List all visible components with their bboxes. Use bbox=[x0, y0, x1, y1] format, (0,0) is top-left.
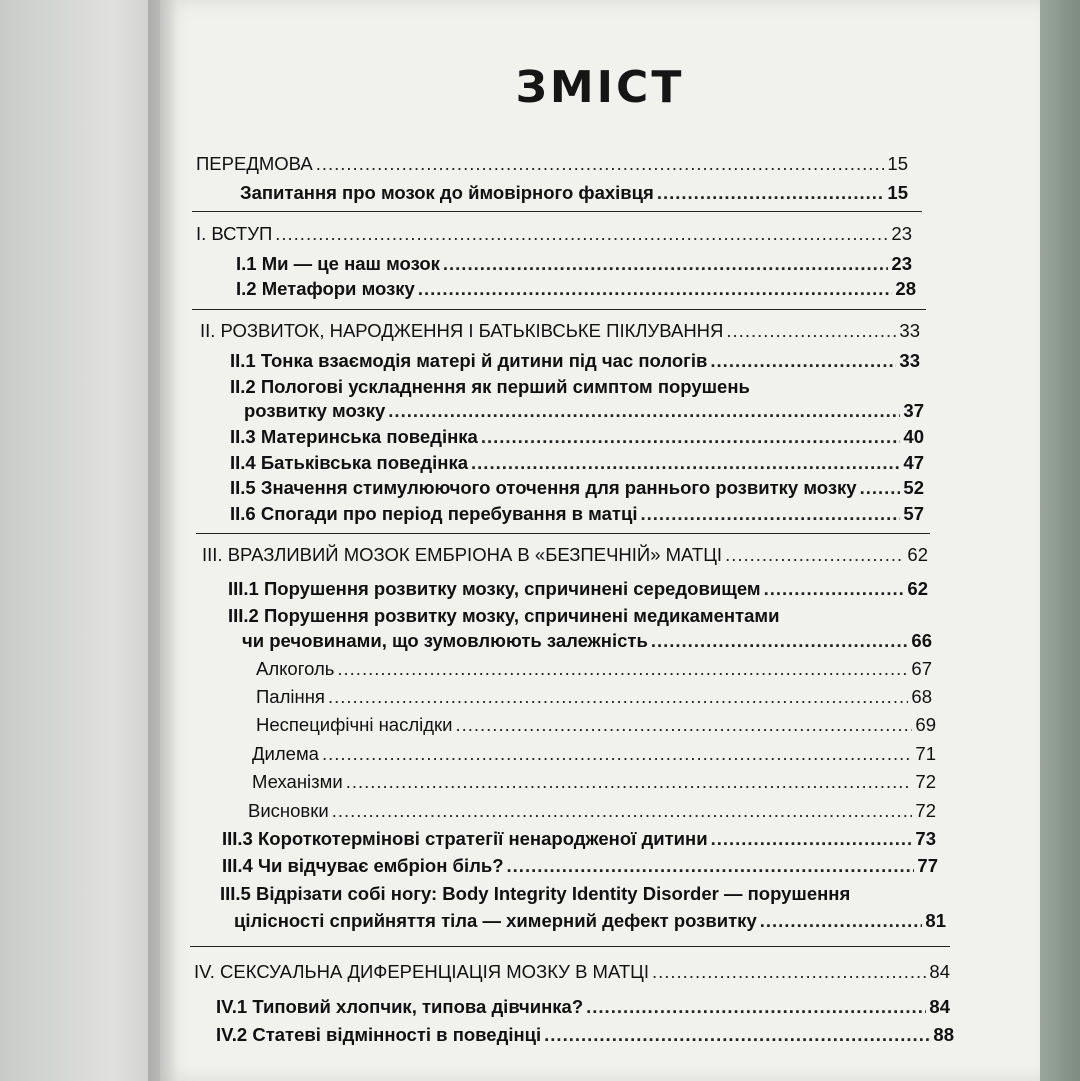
toc-entry: II.2 Пологові ускладнення як перший симптом порушень bbox=[230, 376, 750, 397]
book-page bbox=[160, 0, 1040, 1081]
page-title: ЗМІСТ bbox=[515, 62, 685, 113]
toc-entry: Запитання про мозок до ймовірного фахівця ..... 15 bbox=[240, 180, 908, 206]
toc-subentry: Алкоголь ..... 67 bbox=[256, 656, 932, 682]
book-gutter-shadow bbox=[148, 0, 178, 1081]
toc-entry: II.1 Тонка взаємодія матері й дитини під час пологів ..... 33 bbox=[230, 348, 920, 374]
toc-subentry: Механізми ..... 72 bbox=[252, 769, 936, 795]
chapter-divider bbox=[190, 946, 950, 947]
toc-entry: III.1 Порушення розвитку мозку, спричинені середовищем ..... 62 bbox=[228, 576, 928, 602]
toc-entry: IV.2 Статеві відмінності в поведінці ..... 88 bbox=[216, 1022, 954, 1048]
toc-chapter-preface: ПЕРЕДМОВА ..... 15 bbox=[196, 151, 908, 177]
toc-entry: II.6 Спогади про період перебування в матці ..... 57 bbox=[230, 501, 924, 527]
toc-entry: I.2 Метафори мозку ..... 28 bbox=[236, 276, 916, 302]
toc-entry: III.5 Відрізати собі ногу: Body Integrity Identity Disorder — порушення bbox=[220, 883, 851, 904]
toc-entry: III.4 Чи відчуває ембріон біль? ..... 77 bbox=[222, 853, 938, 879]
chapter-divider bbox=[196, 533, 930, 534]
chapter-divider bbox=[192, 309, 926, 310]
toc-entry: II.3 Материнська поведінка ..... 40 bbox=[230, 424, 924, 450]
toc-entry-continuation: розвитку мозку ..... 37 bbox=[244, 398, 924, 424]
toc-chapter-1: I. ВСТУП ..... 23 bbox=[196, 221, 912, 247]
book-cover-edge bbox=[1040, 0, 1080, 1081]
toc-subentry: Висновки ..... 72 bbox=[248, 798, 936, 824]
toc-subentry: Паління ..... 68 bbox=[256, 684, 932, 710]
toc-chapter-3: III. ВРАЗЛИВИЙ МОЗОК ЕМБРІОНА В «БЕЗПЕЧНІЙ» МАТЦІ ..... 62 bbox=[202, 542, 928, 568]
toc-entry-continuation: цілісності сприйняття тіла — химерний дефект розвитку ..... 81 bbox=[234, 908, 946, 934]
toc-list bbox=[160, 0, 1040, 1081]
toc-entry: I.1 Ми — це наш мозок ..... 23 bbox=[236, 251, 912, 277]
toc-entry: III.3 Короткотермінові стратегії ненародженої дитини ..... 73 bbox=[222, 826, 936, 852]
chapter-divider bbox=[192, 211, 922, 212]
toc-subentry: Дилема ..... 71 bbox=[252, 741, 936, 767]
facing-page bbox=[0, 0, 160, 1081]
toc-entry: III.2 Порушення розвитку мозку, спричинені медикаментами bbox=[228, 605, 780, 626]
toc-entry: IV.1 Типовий хлопчик, типова дівчинка? ..... 84 bbox=[216, 994, 950, 1020]
toc-chapter-2: II. РОЗВИТОК, НАРОДЖЕННЯ І БАТЬКІВСЬКЕ ПІКЛУВАННЯ ..... 33 bbox=[200, 318, 920, 344]
toc-entry-continuation: чи речовинами, що зумовлюють залежність ..... 66 bbox=[242, 628, 932, 654]
toc-subentry: Неспецифічні наслідки ..... 69 bbox=[256, 712, 936, 738]
toc-entry: II.5 Значення стимулюючого оточення для раннього розвитку мозку ..... 52 bbox=[230, 475, 924, 501]
toc-chapter-4: IV. СЕКСУАЛЬНА ДИФЕРЕНЦІАЦІЯ МОЗКУ В МАТЦІ ..... 84 bbox=[194, 959, 950, 985]
toc-entry: II.4 Батьківська поведінка ..... 47 bbox=[230, 450, 924, 476]
